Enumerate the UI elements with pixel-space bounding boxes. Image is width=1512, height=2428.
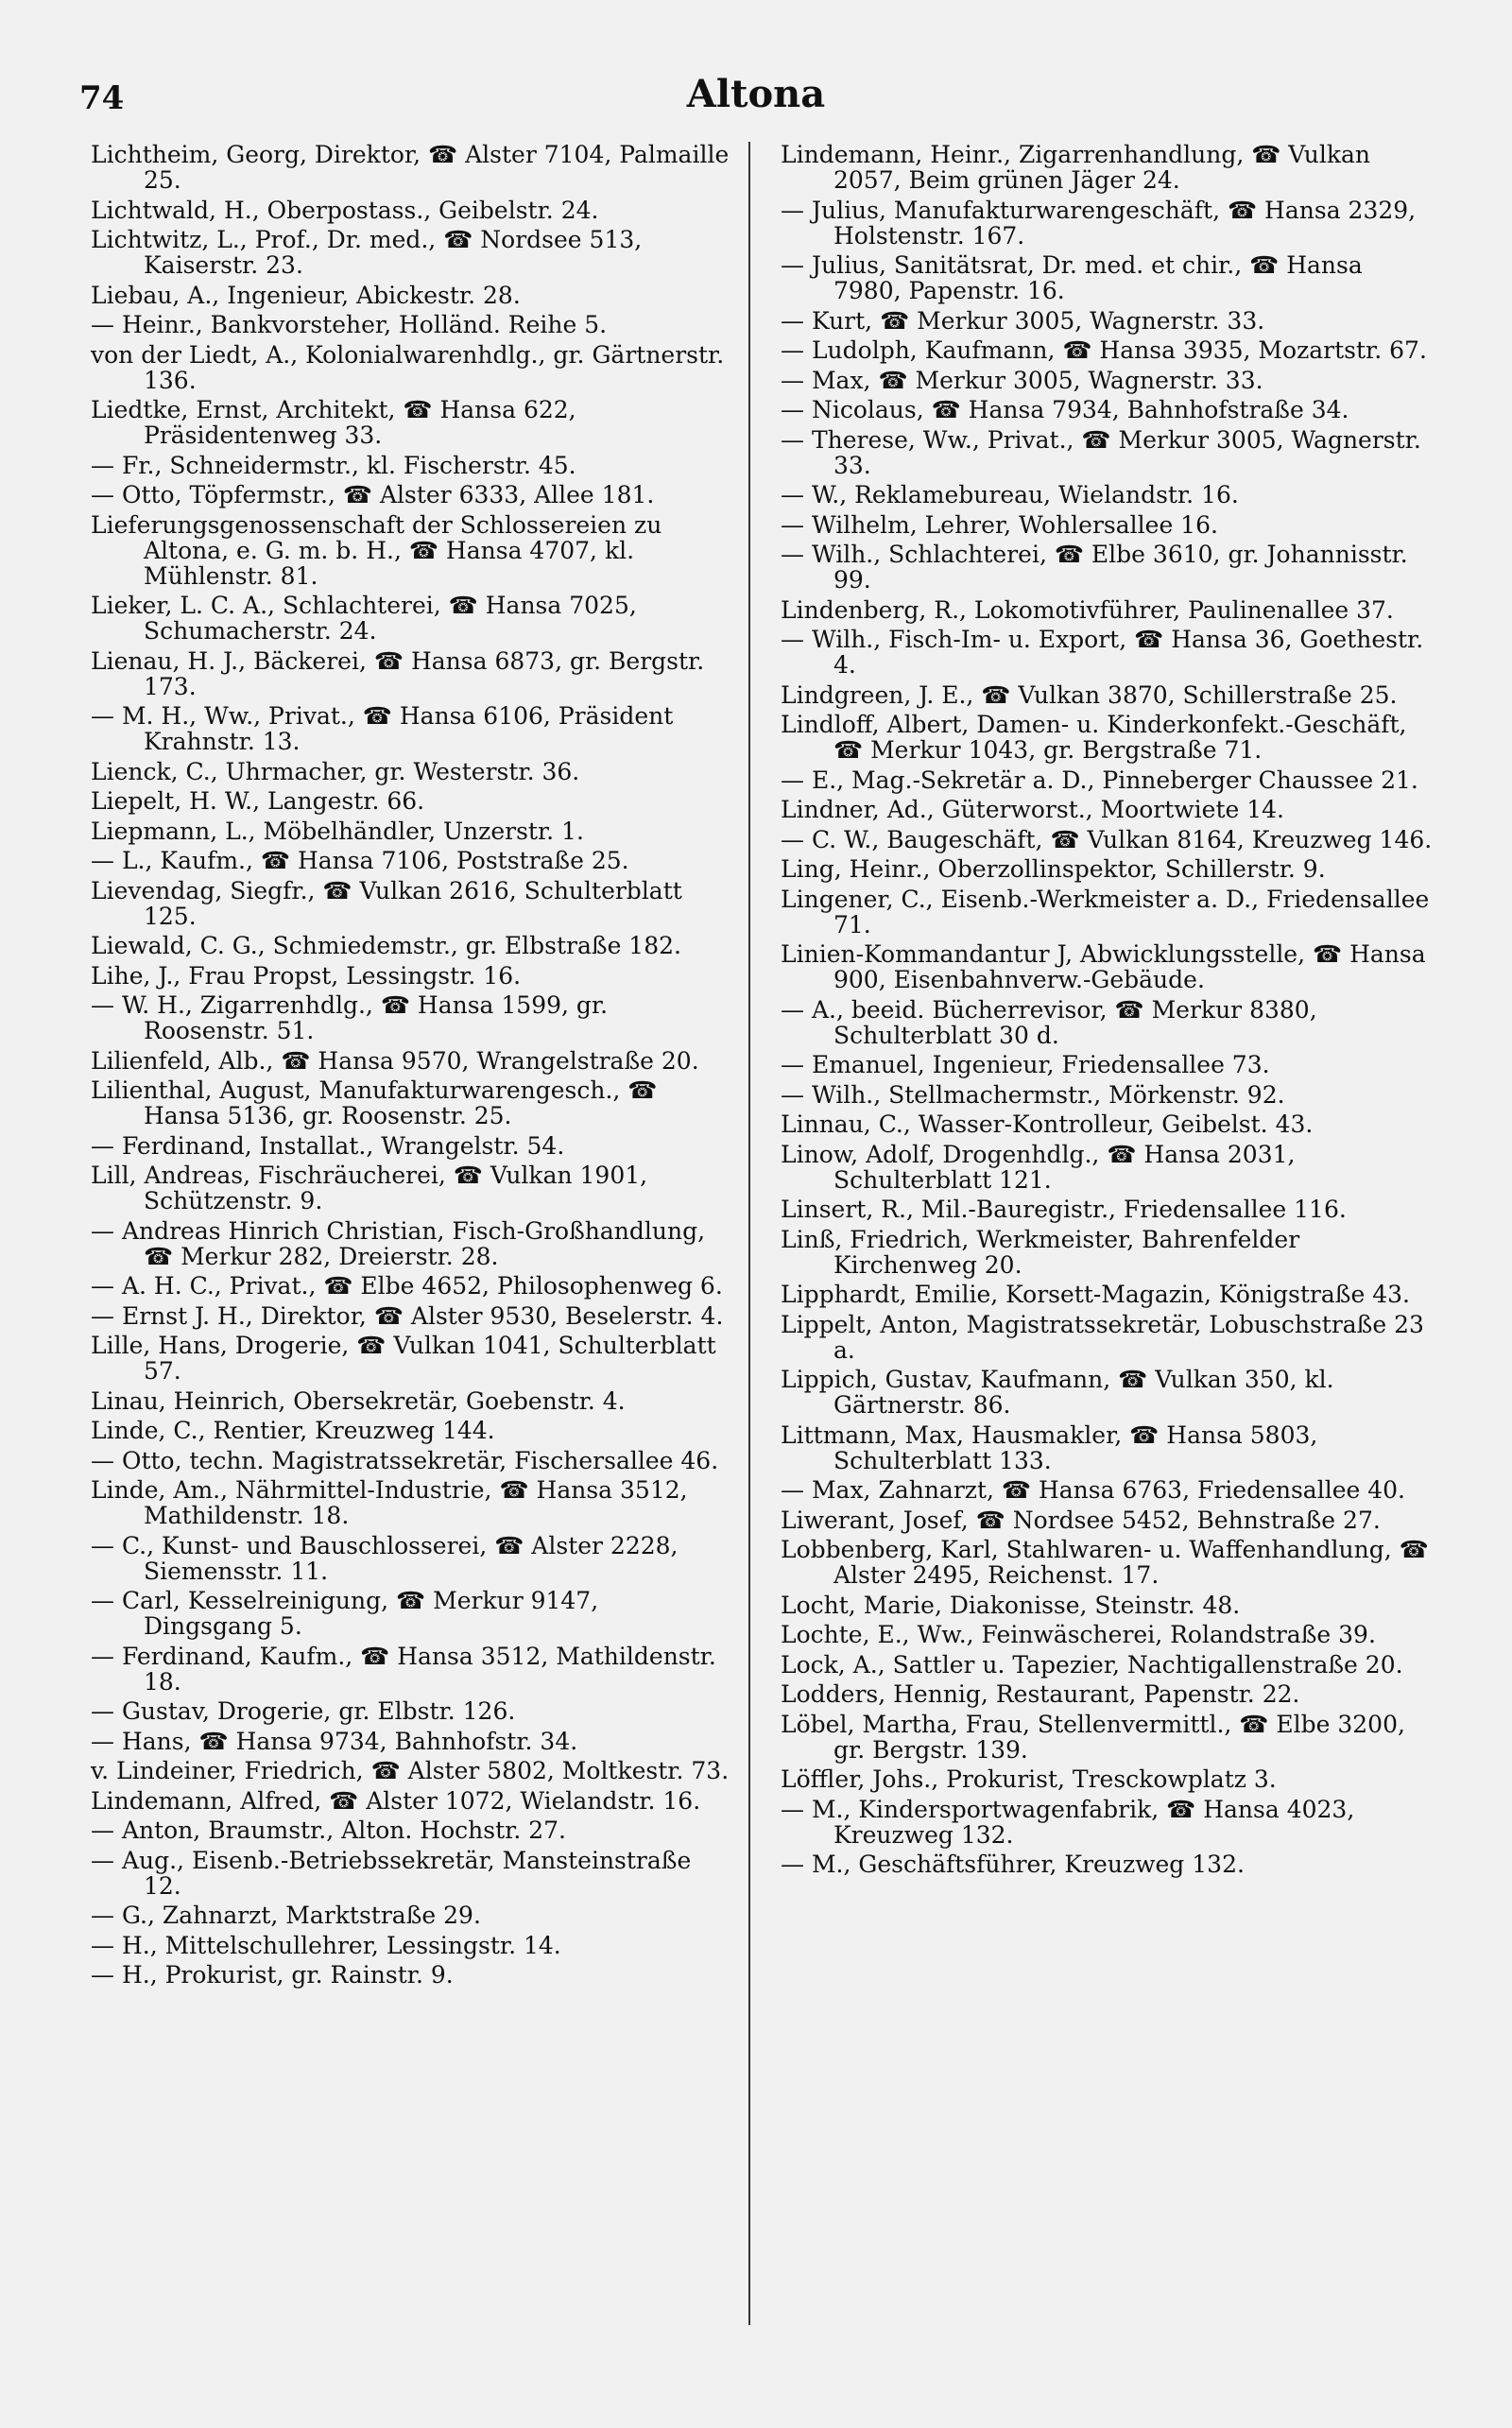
directory-entry: Lindgreen, J. E., ☎ Vulkan 3870, Schillerstraße 25. — [781, 680, 1398, 709]
directory-entry: Liwerant, Josef, ☎ Nordsee 5452, Behnstraße 27. — [781, 1506, 1381, 1534]
directory-entry: Ling, Heinr., Oberzollinspektor, Schillerstr. 9. — [781, 855, 1326, 883]
directory-entry: Linß, Friedrich, Werkmeister, Bahrenfelder Kirchenweg 20. — [781, 1225, 1300, 1279]
directory-entry: — E., Mag.-Sekretär a. D., Pinneberger Chaussee 21. — [781, 766, 1418, 794]
directory-entry: Lienck, C., Uhrmacher, gr. Westerstr. 36. — [91, 757, 580, 785]
directory-entry: Lievendag, Siegfr., ☎ Vulkan 2616, Schulterblatt 125. — [91, 876, 682, 930]
directory-entry: — G., Zahnarzt, Marktstraße 29. — [91, 1902, 481, 1929]
directory-entry: — M. H., Ww., Privat., ☎ Hansa 6106, Präsident Krahnstr. 13. — [91, 702, 674, 755]
directory-entry: Liedtke, Ernst, Architekt, ☎ Hansa 622, Präsidentenweg 33. — [91, 396, 576, 449]
directory-entry: Lindemann, Heinr., Zigarrenhandlung, ☎ Vulkan 2057, Beim grünen Jäger 24. — [781, 141, 1371, 194]
directory-entry: — Heinr., Bankvorsteher, Holländ. Reihe 5. — [91, 311, 608, 338]
directory-entry: — Emanuel, Ingenieur, Friedensallee 73. — [781, 1051, 1270, 1078]
directory-entry: Löbel, Martha, Frau, Stellenvermittl., ☎ Elbe 3200, gr. Bergstr. 139. — [781, 1710, 1405, 1764]
directory-entry: Littmann, Max, Hausmakler, ☎ Hansa 5803, Schulterblatt 133. — [781, 1421, 1318, 1474]
directory-entry: Lichtwitz, L., Prof., Dr. med., ☎ Nordsee 513, Kaiserstr. 23. — [91, 226, 643, 279]
directory-entry: — M., Kindersportwagenfabrik, ☎ Hansa 4023, Kreuzweg 132. — [781, 1795, 1355, 1849]
directory-entry: — Wilh., Schlachterei, ☎ Elbe 3610, gr. Johannisstr. 99. — [781, 541, 1408, 594]
directory-entry: Lock, A., Sattler u. Tapezier, Nachtigallenstraße 20. — [781, 1650, 1403, 1679]
page-number: 74 — [79, 79, 125, 117]
directory-entry: — Ferdinand, Installat., Wrangelstr. 54. — [91, 1131, 565, 1160]
directory-entry: Lippich, Gustav, Kaufmann, ☎ Vulkan 350, kl. Gärtnerstr. 86. — [781, 1366, 1334, 1419]
directory-entry: Lieker, L. C. A., Schlachterei, ☎ Hansa 7025, Schumacherstr. 24. — [91, 592, 637, 645]
directory-entry: — Andreas Hinrich Christian, Fisch-Großhandlung, ☎ Merkur 282, Dreierstr. 28. — [91, 1216, 706, 1270]
directory-entry: — C., Kunst- und Bauschlosserei, ☎ Alster 2228, Siemensstr. 11. — [91, 1531, 679, 1585]
directory-entry: Linien-Kommandantur J, Abwicklungsstelle, ☎ Hansa 900, Eisenbahnverw.-Gebäude. — [781, 940, 1426, 993]
directory-entry: Linde, C., Rentier, Kreuzweg 144. — [91, 1417, 495, 1444]
directory-entry: Lindloff, Albert, Damen- u. Kinderkonfekt.-Geschäft, ☎ Merkur 1043, gr. Bergstraße 71. — [781, 711, 1407, 764]
directory-entry: — Max, Zahnarzt, ☎ Hansa 6763, Friedensallee 40. — [781, 1476, 1405, 1504]
directory-entry: — Anton, Braumstr., Alton. Hochstr. 27. — [91, 1817, 566, 1844]
directory-entry: Lieferungsgenossenschaft der Schlossereien zu Altona, e. G. m. b. H., ☎ Hansa 4707, kl. Mühlenstr. 81. — [91, 510, 662, 590]
directory-entry: Lippelt, Anton, Magistratssekretär, Lobuschstraße 23 a. — [781, 1310, 1424, 1364]
directory-entry: Lobbenberg, Karl, Stahlwaren- u. Waffenhandlung, ☎ Alster 2495, Reichenst. 17. — [781, 1536, 1429, 1589]
directory-entry: Lihe, J., Frau Propst, Lessingstr. 16. — [91, 961, 522, 990]
directory-entry: — W., Reklamebureau, Wielandstr. 16. — [781, 481, 1239, 508]
directory-entry: — Otto, Töpfermstr., ☎ Alster 6333, Allee 181. — [91, 481, 655, 508]
directory-entry: — A. H. C., Privat., ☎ Elbe 4652, Philosophenweg 6. — [91, 1272, 723, 1300]
left-column — [91, 142, 733, 2334]
right-column-entries — [781, 142, 1433, 1882]
directory-entry: Löffler, Johs., Prokurist, Tresckowplatz 3. — [781, 1765, 1277, 1793]
directory-entry: Lichtheim, Georg, Direktor, ☎ Alster 7104, Palmaille 25. — [91, 141, 730, 194]
directory-entry: Lindner, Ad., Güterworst., Moortwiete 14. — [781, 796, 1285, 823]
column-divider — [748, 142, 750, 2325]
directory-entry: Linnau, C., Wasser-Kontrolleur, Geibelst. 43. — [781, 1111, 1314, 1138]
directory-entry: Lodders, Hennig, Restaurant, Papenstr. 22. — [781, 1680, 1300, 1708]
directory-entry: Lichtwald, H., Oberpostass., Geibelstr. 24. — [91, 196, 599, 224]
directory-entry: — L., Kaufm., ☎ Hansa 7106, Poststraße 25. — [91, 847, 629, 874]
directory-entry: — Max, ☎ Merkur 3005, Wagnerstr. 33. — [781, 366, 1263, 394]
directory-entry: von der Liedt, A., Kolonialwarenhdlg., gr. Gärtnerstr. 136. — [91, 340, 725, 394]
directory-entry: — Gustav, Drogerie, gr. Elbstr. 126. — [91, 1697, 516, 1725]
directory-entry: — A., beeid. Bücherrevisor, ☎ Merkur 8380, Schulterblatt 30 d. — [781, 995, 1317, 1049]
directory-entry: Lingener, C., Eisenb.-Werkmeister a. D., Friedensallee 71. — [781, 885, 1430, 938]
directory-entry: v. Lindeiner, Friedrich, ☎ Alster 5802, Moltkestr. 73. — [91, 1757, 730, 1784]
directory-entry: — Nicolaus, ☎ Hansa 7934, Bahnhofstraße 34. — [781, 396, 1349, 423]
directory-entry: — Julius, Sanitätsrat, Dr. med. et chir., ☎ Hansa 7980, Papenstr. 16. — [781, 251, 1363, 304]
directory-entry: — Wilhelm, Lehrer, Wohlersallee 16. — [781, 510, 1218, 539]
left-column-entries — [91, 142, 733, 1992]
directory-entry: — Otto, techn. Magistratssekretär, Fischersallee 46. — [91, 1446, 719, 1474]
directory-entry: Locht, Marie, Diakonisse, Steinstr. 48. — [781, 1591, 1241, 1619]
directory-entry: Lochte, E., Ww., Feinwäscherei, Rolandstraße 39. — [781, 1621, 1376, 1648]
directory-entry: — Ludolph, Kaufmann, ☎ Hansa 3935, Mozartstr. 67. — [781, 336, 1427, 364]
directory-entry: Lille, Hans, Drogerie, ☎ Vulkan 1041, Schulterblatt 57. — [91, 1332, 716, 1385]
directory-entry: Lill, Andreas, Fischräucherei, ☎ Vulkan 1901, Schützenstr. 9. — [91, 1162, 648, 1214]
directory-entry: — H., Mittelschullehrer, Lessingstr. 14. — [91, 1931, 561, 1959]
directory-entry: — Ernst J. H., Direktor, ☎ Alster 9530, Beselerstr. 4. — [91, 1301, 724, 1330]
directory-entry: — Hans, ☎ Hansa 9734, Bahnhofstr. 34. — [91, 1727, 578, 1755]
directory-entry: — Therese, Ww., Privat., ☎ Merkur 3005, Wagnerstr. 33. — [781, 425, 1421, 479]
directory-entry: Liepelt, H. W., Langestr. 66. — [91, 787, 425, 815]
right-column — [781, 142, 1433, 2334]
directory-entry: — Julius, Manufakturwarengeschäft, ☎ Hansa 2329, Holstenstr. 167. — [781, 196, 1417, 250]
directory-entry: — Carl, Kesselreinigung, ☎ Merkur 9147, Dingsgang 5. — [91, 1587, 599, 1640]
directory-entry: Liewald, C. G., Schmiedemstr., gr. Elbstraße 182. — [91, 932, 681, 959]
directory-entry: Lilienthal, August, Manufakturwarengesch., ☎ Hansa 5136, gr. Roosenstr. 25. — [91, 1076, 658, 1129]
directory-entry: Lindenberg, R., Lokomotivführer, Paulinenallee 37. — [781, 595, 1394, 624]
directory-entry: — W. H., Zigarrenhdlg., ☎ Hansa 1599, gr. Roosenstr. 51. — [91, 991, 609, 1044]
directory-entry: Linow, Adolf, Drogenhdlg., ☎ Hansa 2031, Schulterblatt 121. — [781, 1140, 1296, 1194]
directory-entry: — Wilh., Stellmachermstr., Mörkenstr. 92. — [781, 1080, 1285, 1109]
directory-entry: — Aug., Eisenb.-Betriebssekretär, Mansteinstraße 12. — [91, 1846, 692, 1900]
directory-entry: — H., Prokurist, gr. Rainstr. 9. — [91, 1961, 454, 1989]
directory-entry: — Fr., Schneidermstr., kl. Fischerstr. 45. — [91, 451, 576, 479]
directory-entry: Liepmann, L., Möbelhändler, Unzerstr. 1. — [91, 817, 584, 845]
directory-entry: Linde, Am., Nährmittel-Industrie, ☎ Hansa 3512, Mathildenstr. 18. — [91, 1476, 688, 1529]
directory-entry: — C. W., Baugeschäft, ☎ Vulkan 8164, Kreuzweg 146. — [781, 825, 1433, 853]
directory-entry: Linau, Heinrich, Obersekretär, Goebenstr. 4. — [91, 1386, 626, 1415]
directory-entry: — Wilh., Fisch-Im- u. Export, ☎ Hansa 36, Goethestr. 4. — [781, 626, 1424, 679]
directory-entry: Lienau, H. J., Bäckerei, ☎ Hansa 6873, gr. Bergstr. 173. — [91, 646, 705, 700]
directory-entry: — Ferdinand, Kaufm., ☎ Hansa 3512, Mathildenstr. 18. — [91, 1642, 716, 1696]
directory-entry: Lipphardt, Emilie, Korsett-Magazin, Königstraße 43. — [781, 1281, 1410, 1308]
directory-entry: Lindemann, Alfred, ☎ Alster 1072, Wielandstr. 16. — [91, 1786, 701, 1815]
directory-entry: — M., Geschäftsführer, Kreuzweg 132. — [781, 1851, 1245, 1878]
directory-entry: Lilienfeld, Alb., ☎ Hansa 9570, Wrangelstraße 20. — [91, 1046, 699, 1075]
directory-entry: Liebau, A., Ingenieur, Abickestr. 28. — [91, 281, 521, 309]
running-head: Altona — [686, 72, 826, 116]
directory-entry: — Kurt, ☎ Merkur 3005, Wagnerstr. 33. — [781, 306, 1265, 335]
directory-entry: Linsert, R., Mil.-Bauregistr., Friedensallee 116. — [781, 1196, 1347, 1223]
